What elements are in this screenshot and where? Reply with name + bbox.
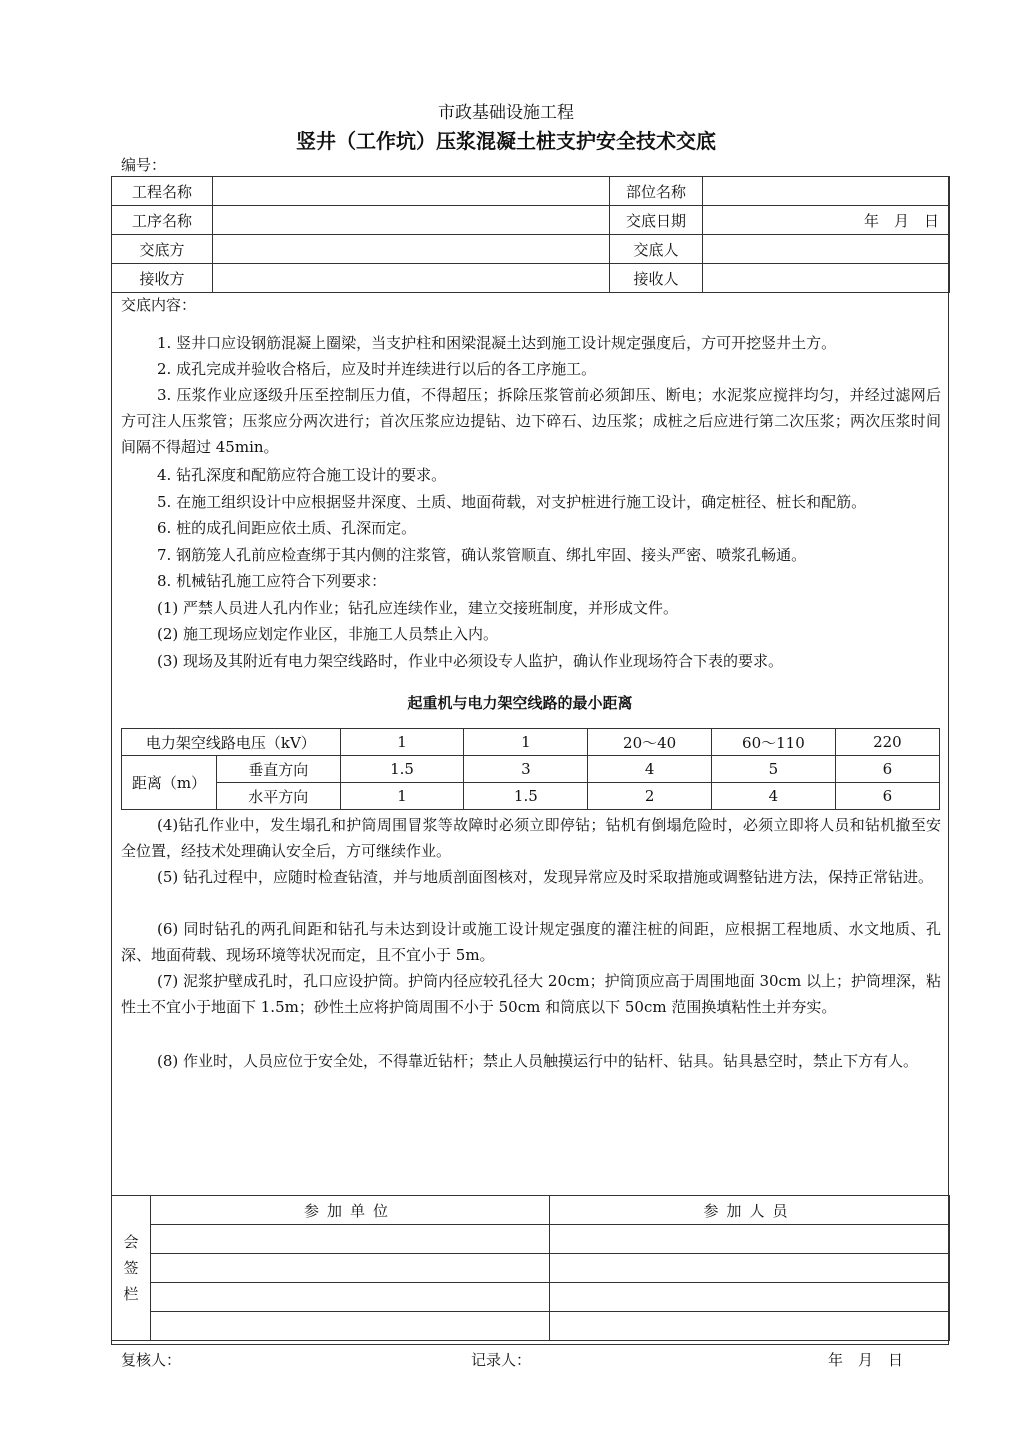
vertical-cell: 1.5 — [340, 756, 464, 783]
sign-side-label — [112, 1196, 151, 1341]
person-field[interactable] — [550, 1225, 950, 1254]
horizontal-cell: 6 — [835, 783, 939, 810]
sign-row — [112, 1254, 950, 1283]
content-item-2: 2. 成孔完成并验收合格后，应及时并连续进行以后的各工序施工。 — [157, 360, 597, 378]
receiver-person-field[interactable] — [703, 264, 950, 293]
distance-label: 距离（m） — [122, 756, 217, 810]
sign-header-row — [112, 1196, 950, 1225]
document-title: 竖井（工作坑）压浆混凝土桩支护安全技术交底 — [296, 129, 716, 153]
giver-person-label: 交底人 — [610, 235, 703, 264]
document-subtitle: 市政基础设施工程 — [438, 103, 574, 123]
receiver-party-field[interactable] — [213, 264, 610, 293]
sign-table — [111, 1195, 950, 1341]
voltage-cell: 1 — [464, 729, 588, 756]
reviewer-label: 复核人： — [121, 1351, 182, 1369]
horizontal-cell: 1.5 — [464, 783, 588, 810]
unit-field[interactable] — [151, 1312, 550, 1341]
unit-header: 参加单位 — [151, 1196, 550, 1225]
content-subitem-6: (6) 同时钻孔的两孔间距和钻孔与未达到设计或施工设计规定强度的灌注桩的间距，应根据工程地质、水文地质、孔深、地面荷载、现场环境等状况而定，且不宜小于 5m。 — [121, 920, 941, 964]
voltage-cell: 20～40 — [588, 729, 712, 756]
horizontal-label: 水平方向 — [216, 783, 340, 810]
horizontal-cell: 4 — [712, 783, 836, 810]
process-name-label: 工序名称 — [112, 206, 213, 235]
voltage-label: 电力架空线路电压（kV） — [122, 729, 341, 756]
date-field[interactable]: 年 月 日 — [703, 206, 950, 235]
recorder-label: 记录人： — [471, 1351, 532, 1369]
unit-field[interactable] — [151, 1283, 550, 1312]
person-field[interactable] — [550, 1312, 950, 1341]
voltage-cell: 60～110 — [712, 729, 836, 756]
receiver-party-label: 接收方 — [112, 264, 213, 293]
vertical-cell: 4 — [588, 756, 712, 783]
voltage-cell: 220 — [835, 729, 939, 756]
content-subitem-2: (2) 施工现场应划定作业区，非施工人员禁止入内。 — [157, 625, 499, 643]
content-item-5: 5. 在施工组织设计中应根据竖井深度、土质、地面荷载，对支护桩进行施工设计，确定桩径、桩长和配筋。 — [157, 493, 867, 511]
info-row-giver — [112, 235, 950, 264]
part-name-field[interactable] — [703, 177, 950, 206]
info-row-process — [112, 206, 950, 235]
content-subitem-8: (8) 作业时，人员应位于安全处，不得靠近钻杆；禁止人员触摸运行中的钻杆、钻具。钻具悬空时，禁止下方有人。 — [157, 1052, 919, 1070]
distance-table-title: 起重机与电力架空线路的最小距离 — [407, 694, 633, 712]
content-subitem-1: (1) 严禁人员进人孔内作业；钻孔应连续作业，建立交接班制度，并形成文件。 — [157, 599, 679, 617]
content-label: 交底内容： — [121, 296, 197, 314]
content-item-8: 8. 机械钻孔施工应符合下列要求： — [157, 572, 387, 590]
sign-row — [112, 1312, 950, 1341]
giver-party-label: 交底方 — [112, 235, 213, 264]
content-subitem-3: (3) 现场及其附近有电力架空线路时，作业中必须设专人监护，确认作业现场符合下表的要求。 — [157, 652, 784, 670]
sign-side-char: 栏 — [123, 1285, 139, 1303]
part-name-label: 部位名称 — [610, 177, 703, 206]
sign-row — [112, 1283, 950, 1312]
content-item-7: 7. 钢筋笼人孔前应检查绑于其内侧的注浆管，确认浆管顺直、绑扎牢固、接头严密、喷浆孔畅通。 — [157, 546, 807, 564]
content-item-1: 1. 竖井口应设钢筋混凝上圈梁，当支护柱和困梁混凝土达到施工设计规定强度后，方可开挖竖井土方。 — [157, 334, 837, 352]
date-label: 交底日期 — [610, 206, 703, 235]
sign-side-char: 会 — [123, 1233, 139, 1251]
person-field[interactable] — [550, 1283, 950, 1312]
voltage-cell: 1 — [340, 729, 464, 756]
receiver-person-label: 接收人 — [610, 264, 703, 293]
giver-person-field[interactable] — [703, 235, 950, 264]
info-row-receiver — [112, 264, 950, 293]
person-field[interactable] — [550, 1254, 950, 1283]
horizontal-cell: 1 — [340, 783, 464, 810]
content-item-3: 3. 压浆作业应逐级升压至控制压力值，不得超压；拆除压浆管前必须卸压、断电；水泥浆应搅拌均匀，并经过滤网后方可注人压浆管；压浆应分两次进行；首次压浆应边提钻、边下碎石、边压浆；成桩之后应进行第二次压浆；两次压浆时间间隔不得超过 45min。 — [121, 386, 941, 456]
unit-field[interactable] — [151, 1254, 550, 1283]
horizontal-cell: 2 — [588, 783, 712, 810]
footer-date: 年 月 日 — [828, 1351, 904, 1369]
unit-field[interactable] — [151, 1225, 550, 1254]
sign-side-char: 签 — [123, 1259, 139, 1277]
info-row-project — [112, 177, 950, 206]
content-subitem-5: (5) 钻孔过程中，应随时检查钻渣，并与地质剖面图核对，发现异常应及时采取措施或调整钻进方法，保持正常钻进。 — [157, 868, 934, 886]
vertical-cell: 6 — [835, 756, 939, 783]
vertical-label: 垂直方向 — [216, 756, 340, 783]
content-item-4: 4. 钻孔深度和配筋应符合施工设计的要求。 — [157, 466, 447, 484]
content-subitem-4: (4)钻孔作业中，发生塌孔和护筒周围冒浆等故障时必须立即停钻；钻机有倒塌危险时，必须立即将人员和钻机撤至安全位置，经技术处理确认安全后，方可继续作业。 — [121, 816, 941, 860]
project-name-label: 工程名称 — [112, 177, 213, 206]
content-subitem-7: (7) 泥浆护壁成孔时，孔口应设护筒。护筒内径应较孔径大 20cm；护筒顶应高于周围地面 30cm 以上；护筒埋深，粘性土不宜小于地面下 1.5m；砂性土应将护筒周围不小于 50cm 和筒底以下 50cm 范围换填粘性土并夯实。 — [121, 972, 941, 1016]
giver-party-field[interactable] — [213, 235, 610, 264]
person-header: 参加人员 — [550, 1196, 950, 1225]
vertical-cell: 3 — [464, 756, 588, 783]
content-item-6: 6. 桩的成孔间距应依土质、孔深而定。 — [157, 519, 417, 537]
info-table — [111, 176, 950, 293]
document-number-label: 编号： — [121, 156, 167, 174]
voltage-row — [122, 729, 940, 756]
horizontal-row — [122, 783, 940, 810]
vertical-row — [122, 756, 940, 783]
sign-row — [112, 1225, 950, 1254]
process-name-field[interactable] — [213, 206, 610, 235]
vertical-cell: 5 — [712, 756, 836, 783]
distance-table — [121, 728, 940, 810]
project-name-field[interactable] — [213, 177, 610, 206]
